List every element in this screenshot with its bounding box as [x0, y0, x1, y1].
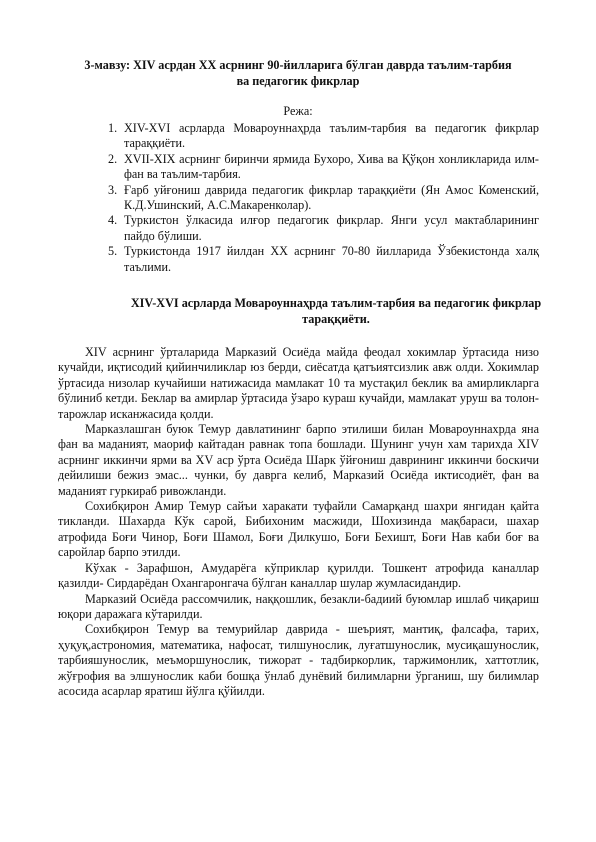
plan-item-text: Туркистонда 1917 йилдан XX асрнинг 70-80 йилларида Ўзбекистонда халқ таълими.	[124, 244, 539, 274]
plan-item-text: Туркистон ўлкасида илғор педагогик фикрлар. Янги усул мактабларининг пайдо бўлиши.	[124, 213, 539, 243]
paragraph: Марказий Осиёда рассомчилик, наққошлик, безакли-бадиий буюмлар ишлаб чиқариш юқори даражага кўтарилди.	[58, 591, 539, 621]
section-title: XIV-XVI асрларда Мовароуннаҳрда таълим-тарбия ва педагогик фикрлар тараққиёти.	[130, 296, 542, 326]
paragraph: Кўхак - Зарафшон, Амударёга кўприклар қурилди. Тошкент атрофида каналлар қазилди- Сирдарёдан Охангаронгача бўлган каналлар шулар жумласидандир.	[58, 560, 539, 591]
paragraph: Сохибқирон Темур ва темурийлар даврида - шеърият, мантиқ, фалсафа, тарих, ҳуқуқ,астрономия, математика, нафосат, тилшунослик, луғатшунослик, мусиқашунослик, тарбияшунослик, меъморшунослик, тижорат - тадбиркорлик, таржимонлик, хаттотлик, жўғрофия ва элшунослик каби бошқа ўнлаб дунёвий билимларни ўрганиш, шу билимлар асосида асарлар яратиш йўлга қўйилди.	[58, 622, 539, 698]
plan-item	[108, 152, 539, 183]
paragraph: XIV асрнинг ўрталарида Марказий Осиёда майда феодал хокимлар ўртасида низо кучайди, иқтисодий қийинчиликлар юз берди, сиёсатда қатъиятсизлик авж олди. Хокимлар ўртасида низолар кучайиши натижасида мамлакат 10 та мустақил беклик ва амирликларга бўлиниб кетди. Беклар ва амирлар ўртасида ўзаро кураш кучайди, мамлакат уруш ва толон-тарожлар исканжасида қолди.	[58, 345, 539, 421]
plan-item-number: 3.	[108, 182, 118, 197]
paragraph: Марказлашган буюк Темур давлатининг барпо этилиши билан Мовароуннахрда яна фан ва маданият, маориф кайтадан равнак топа бошлади. Шунинг учун хам тарихда XIV асрнинг иккинчи ярми ва XV аср ўрта Осиёда Шарк ўйғониш даврининг иккинчи боскичи дейилиши бежиз эмас... чунки, бу даврга келиб, Марказий Осиёда иктисодиёт, фан ва маданият гуркираб ривожланди.	[58, 422, 539, 498]
plan-item-number: 5.	[108, 244, 118, 259]
plan-item	[108, 213, 539, 244]
plan-item-text: Ғарб уйғониш даврида педагогик фикрлар тараққиёти (Ян Амос Коменский, К.Д.Ушинский, А.С.Макаренколар).	[124, 182, 539, 213]
plan-heading: Режа:	[283, 104, 313, 118]
plan-list	[108, 121, 539, 275]
plan-item-number: 1.	[108, 121, 118, 135]
plan-item-number: 2.	[108, 151, 118, 166]
plan-item-text: XIV-XVI асрларда Мовароуннаҳрда таълим-тарбия ва педагогик фикрлар тараққиёти.	[124, 121, 539, 151]
plan-item-number: 4.	[108, 213, 118, 228]
plan-item	[108, 121, 539, 152]
paragraph: Сохибқирон Амир Темур сайъи харакати туфайли Самарқанд шахри янгидан қайта тикланди. Шахарда Кўк сарой, Бибихоним масжиди, Шохизинда мақбараси, шахар атрофида Боғи Чинор, Боғи Шамол, Боғи Дилкушо, Боғи Бехишт, Боғи Нав каби боғ ва саройлар барпо этилди.	[58, 499, 539, 560]
page-title: 3-мавзу: XIV асрдан XX асрнинг 90-йилларига бўлган даврда таълим-тарбия ва педагогик фикрлар	[84, 58, 512, 88]
plan-item	[108, 183, 539, 214]
plan-item	[108, 244, 539, 275]
body-text	[58, 345, 539, 699]
plan-item-text: XVII-XIX асрнинг биринчи ярмида Бухоро, Хива ва Қўқон хонликларида илм-фан ва таълим-тарбия.	[124, 151, 539, 182]
